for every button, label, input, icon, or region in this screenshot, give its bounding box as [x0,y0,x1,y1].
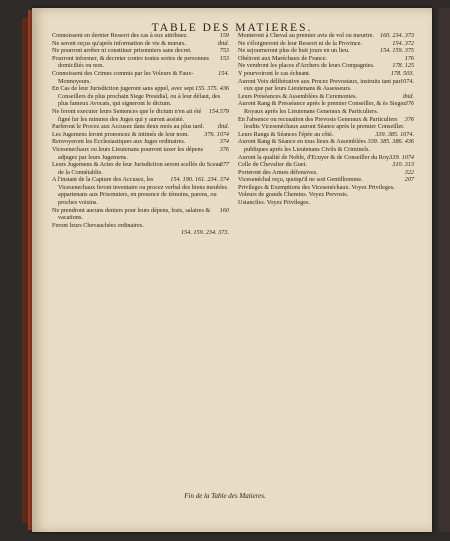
page-reference: 207 [404,176,414,184]
entry-text: Auront Rang & Presséance après le premier Conseiller, & ès Sieges Royaux après les Lieutenans Generaux & Particuliers. [238,100,406,115]
entry-text: Connoissent en dernier Ressort des cas à eux attribuez. [52,32,188,39]
page-reference: 376 [219,145,229,153]
index-entry [52,207,229,222]
index-entry [52,161,229,176]
entry-text: Leurs Rangs & Séances l'épée au côté. [238,130,334,138]
index-entry [238,47,414,55]
entry-text: Les Jugemens ſeront prononcez & intimés de leur nom. [52,130,189,138]
page-reference: 322 [404,168,414,176]
index-entry [238,78,414,93]
index-entry [52,40,229,48]
page-reference: 1074. [400,77,414,85]
index-entry [52,55,229,70]
right-column [238,32,414,207]
entry-text: Renvoyeront les Ecclesiastiques aux Juges ordinaires. [52,138,186,146]
entry-text: Auront la qualité de Noble, d'Ecuyer & de Conseiller du Roy. [238,153,391,161]
entry-text: Auront Rang & Séance en tous lieux & Assemblées publiques après les Lieutenans Civils & Criminels. [238,138,370,153]
page-reference: ibid. [217,123,229,131]
entry-text: Ne sejourneront plus de huit jours en un lieu. [238,47,350,55]
entry-text: Leurs Jugemens & Actes de leur Jurisdiction seront scellés du Sceau de la Connétablie. [52,161,222,176]
index-entry [52,222,229,230]
page-reference: 154. 190. 161. 234. 374 [170,176,229,184]
entry-text: Ustanciles. Voyez Privileges. [238,199,310,207]
entry-text: Voleurs de grands Chemins. Voyez Prevosts. [238,191,349,199]
entry-text: Porteront des Armes défensives. [238,168,318,176]
entry-text: Leurs Préséances & Assemblées & Ceremonies. [238,92,357,100]
page-title: TABLE DES MATIERES. [151,22,313,34]
index-entry [238,176,414,184]
index-entry [238,191,414,199]
index-entry [238,100,414,115]
entry-text: Vicesenéchal reçu, quoiqu'il ne soit Gentilhomme. [238,176,363,184]
entry-text: Obéiront aux Maréchaux de France. [238,54,328,62]
entry-text: Ne prendront aucuns deniers pour leurs dépens, frais, salaires & vacations. [52,206,211,222]
page-reference: 376. 1074 [204,130,229,138]
index-entry [238,161,414,169]
page-reference: 154. 159. 375 [379,47,414,55]
page-reference: 154. 372 [392,39,414,47]
page-reference: 154.579 [208,107,229,115]
page-reference: 176 [404,54,414,62]
index-entry [238,199,414,207]
page-reference: ibid. [217,39,229,47]
index-entry [52,47,229,55]
index-entry [238,131,414,139]
entry-text: Ne pourront arrêter ni constituer prisonniers sans decret. [52,47,192,55]
entry-text: Ne seront reçus qu'après information de vie & mœurs. [52,39,186,47]
page-reference: 339. 385. 386. 436 [367,138,414,146]
page-reference: 160 [219,206,229,214]
entry-text: A l'instant de la Capture des Accusez, les Vicesenechaux feront inventaire ou procez verbal des biens meubles appartenans aux Prisonniers, en presence de témoins, parens, ou proches voisins. [52,176,228,207]
entry-text: En Cas de leur Jurisdiction jugeront sans appel, avec sept Conseillers du plus prochain Siege Presidial, ou à leur défaut, des plus fameux Avocats, qui signeront le dictum. [52,85,221,108]
index-entry [238,184,414,192]
index-entry [52,176,229,206]
index-entry [52,108,229,123]
page-reference: 376 [404,115,414,123]
end-of-table-note: Fin de la Table des Matieres. [184,492,266,500]
index-entry [238,40,414,48]
page-reference: 753 [219,47,229,55]
entry-text: Auront Voix délibérative aux Procez Prevostaux, instruits tant par eux que par leurs Lieutenans & Assesseurs. [238,77,401,93]
index-entry [52,32,229,40]
page-reference: 160. 234. 373 [379,32,414,39]
entry-text: Celle de Chevalier du Guet. [238,161,307,169]
entry-text: Feront leurs Chevauchées ordinaires. [52,221,144,229]
entry-text: Ne vendront les places d'Archers de leurs Compagnies. [238,62,375,70]
index-entry [52,123,229,131]
page-reference: 310. 313 [392,161,414,169]
page-reference: 154. [218,69,229,77]
page-reference: 178. 503. [390,69,414,77]
index-entry [238,93,414,101]
index-entry [238,62,414,70]
page-reference: 376 [404,100,414,108]
index-entry [52,146,229,161]
entry-text: Ne feront executer leurs Sentences que le dictum n'en ait été ſigné ſur les minutes des Juges qui y auront assisté. [52,107,202,123]
entry-text: Y pourvoiront le cas écheant. [238,69,311,77]
page-reference: 153 [219,54,229,62]
page-reference: 339. 385. 1074. [375,130,414,138]
page-reference: 155. 375. 436 [194,85,229,93]
index-entry [238,154,414,162]
entry-text: Privileges & Exemptions des Vicesenéchaux. Voyez Privileges. [238,183,395,191]
index-entry [238,32,414,40]
page-reference: 377 [219,161,229,169]
index-entry [52,131,229,139]
page-reference: 159 [219,32,229,39]
index-entry [238,116,414,131]
page-reference: 339. 1074 [389,153,414,161]
index-entry [238,169,414,177]
page-reference: 154. 159. 234. 373. [181,229,229,237]
page-edge [438,8,450,532]
entry-text: Ne s'éloigneront de leur Ressort ni de la Province. [238,39,362,47]
page-reference: 374 [219,138,229,146]
index-entry [238,70,414,78]
entry-text: Pourront informer, & decreter contre toutes sortes de personnes domiciliés ou non. [52,54,209,70]
entry-text: Vicesenechaux ou leurs Lieutenans pourront taxer les dépens adjugez par leurs Jugemens. [52,145,203,161]
index-entry [52,138,229,146]
index-entry [52,85,229,108]
page-reference: 178. 125 [392,62,414,70]
index-entry [52,70,229,85]
index-entry [238,55,414,63]
entry-text: Parferont le Procez aux Accusez dans deux mois au plus tard. [52,123,205,131]
entry-text: Connoissent des Crimes commis par les Voleurs & Faux-Monnoyeurs. [52,69,194,85]
entry-text: Monteront à Cheval au premier avis de vol ou meurtre. [238,32,375,39]
index-entry [238,138,414,153]
page-reference: ibid. [402,92,414,100]
entry-text: En l'absence ou recusation des Prevosts Generaux & Particuliers lesdits Vicesenéchaux auront Séance après le premier Conseiller. [238,115,405,131]
left-column [52,32,229,237]
